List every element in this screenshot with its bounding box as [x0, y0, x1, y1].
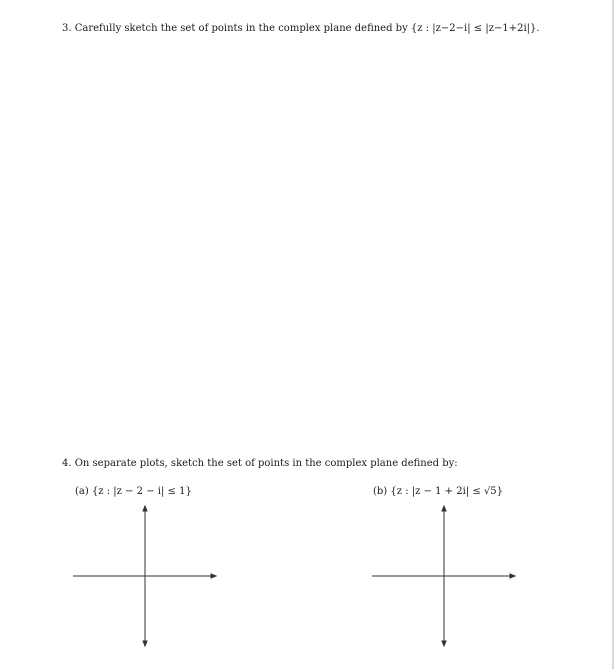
axes-plot-a [70, 503, 220, 648]
y-axis-arrow-bottom-a [143, 641, 147, 646]
y-axis-arrow-b [442, 506, 446, 511]
question-4b-text: (b) {z : |z − 1 + 2i| ≤ √5} [373, 486, 503, 497]
question-3-text: 3. Carefully sketch the set of points in the complex plane defined by {z : |z−2−i| ≤ |z−1+2i|}. [62, 23, 540, 34]
x-axis-arrow-a [211, 574, 216, 578]
y-axis-arrow-a [143, 506, 147, 511]
x-axis-arrow-b [510, 574, 515, 578]
axes-plot-b [369, 503, 519, 648]
question-4-text: 4. On separate plots, sketch the set of points in the complex plane defined by: [62, 458, 458, 469]
y-axis-arrow-bottom-b [442, 641, 446, 646]
question-4a-text: (a) {z : |z − 2 − i| ≤ 1} [75, 486, 192, 497]
